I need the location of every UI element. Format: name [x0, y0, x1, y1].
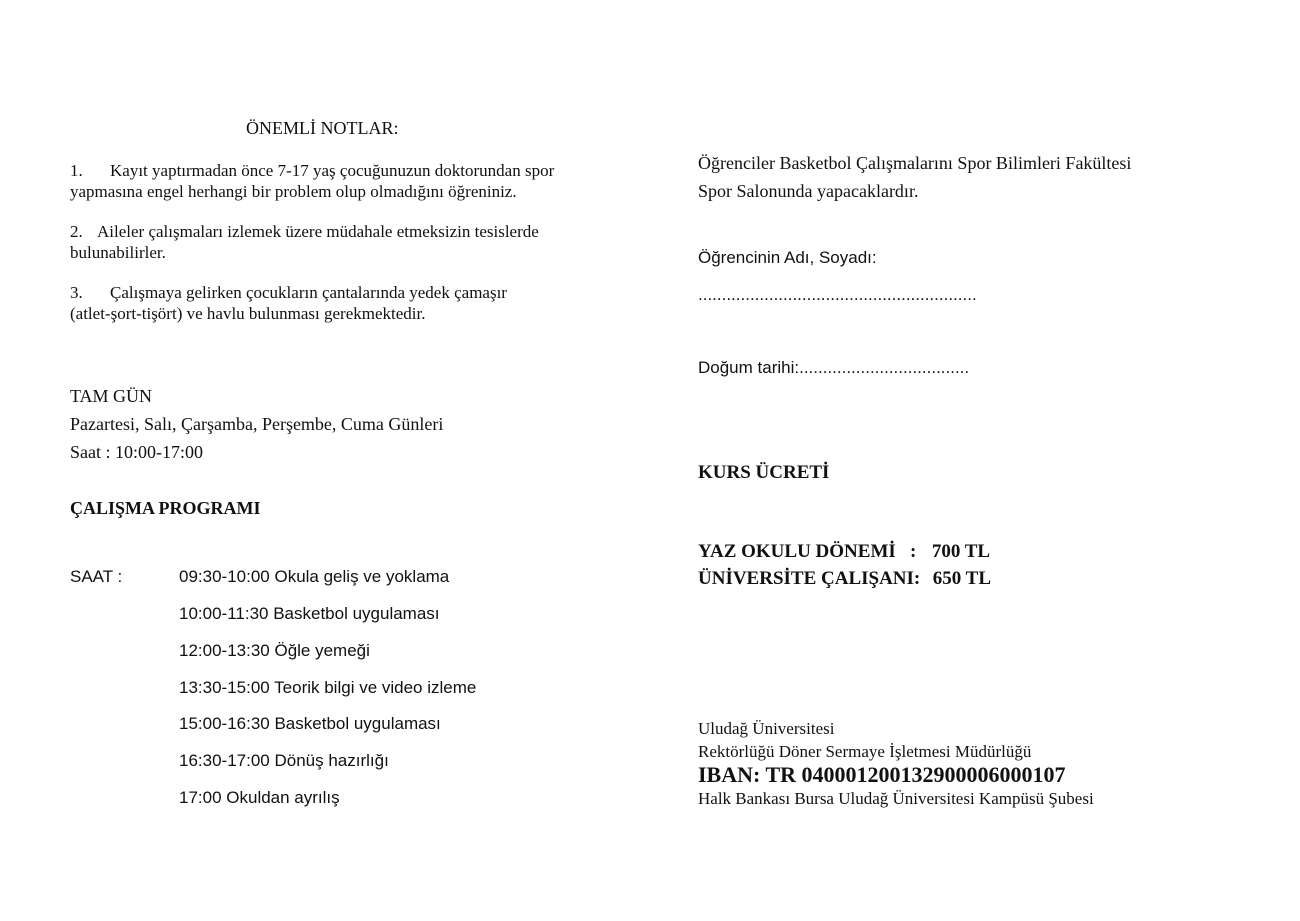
note-text-continued: (atlet-şort-tişört) ve havlu bulunması gerekmektedir. [70, 304, 426, 323]
note-text: Kayıt yaptırmadan önce 7-17 yaş çocuğunuzun doktorundan spor [110, 161, 555, 180]
iban-number: IBAN: TR 040001200132900006000107 [698, 762, 1066, 787]
fee-summer-label: YAZ OKULU DÖNEMİ : [698, 541, 917, 562]
program-title: ÇALIŞMA PROGRAMI [70, 498, 261, 518]
note-number: 3. [70, 283, 83, 302]
schedule-label: SAAT : [70, 567, 123, 586]
bank-name-line: Uludağ Üniversitesi [698, 719, 835, 738]
schedule-item: 10:00-11:30 Basketbol uygulaması [179, 604, 440, 623]
fee-staff-label: ÜNİVERSİTE ÇALIŞANI: [698, 568, 921, 589]
hours-text: Saat : 10:00-17:00 [70, 442, 203, 462]
schedule-item: 13:30-15:00 Teorik bilgi ve video izleme [179, 678, 477, 697]
note-number: 2. [70, 222, 83, 241]
note-item-3 [70, 282, 610, 324]
full-day-heading: TAM GÜN [70, 386, 153, 406]
note-item-1 [70, 160, 610, 202]
days-text: Pazartesi, Salı, Çarşamba, Perşembe, Cuma Günleri [70, 414, 444, 434]
note-text-continued: yapmasına engel herhangi bir problem olup olmadığını öğreniniz. [70, 182, 517, 201]
fee-staff-row [698, 568, 991, 590]
note-text: Çalışmaya gelirken çocukların çantalarında yedek çamaşır [110, 283, 507, 302]
birth-date-field: Doğum tarihi:.................................... [698, 358, 970, 377]
schedule-item: 16:30-17:00 Dönüş hazırlığı [179, 751, 389, 770]
student-name-label: Öğrencinin Adı, Soyadı: [698, 248, 877, 267]
schedule-item: 15:00-16:30 Basketbol uygulaması [179, 714, 441, 733]
note-text-continued: bulunabilirler. [70, 243, 166, 262]
note-item-2 [70, 221, 610, 263]
bank-branch-line: Halk Bankası Bursa Uludağ Üniversitesi Kampüsü Şubesi [698, 789, 1094, 808]
student-name-blank: ........................................................... [698, 285, 977, 304]
fee-summer-value: 700 TL [931, 541, 991, 562]
schedule-item: 12:00-13:30 Öğle yemeği [179, 641, 370, 660]
venue-text-line-2: Spor Salonunda yapacaklardır. [698, 181, 919, 201]
note-text: Aileler çalışmaları izlemek üzere müdahale etmeksizin tesislerde [97, 222, 539, 241]
bank-office-line: Rektörlüğü Döner Sermaye İşletmesi Müdürlüğü [698, 742, 1032, 761]
fee-summer-row [698, 541, 990, 563]
schedule-item: 17:00 Okuldan ayrılış [179, 788, 340, 807]
venue-text-line-1: Öğrenciler Basketbol Çalışmalarını Spor Bilimleri Fakültesi [698, 153, 1132, 173]
notes-title: ÖNEMLİ NOTLAR: [246, 118, 399, 138]
fee-staff-value: 650 TL [932, 568, 992, 589]
fee-title: KURS ÜCRETİ [698, 462, 830, 483]
note-number: 1. [70, 161, 83, 180]
schedule-item: 09:30-10:00 Okula geliş ve yoklama [179, 567, 450, 586]
